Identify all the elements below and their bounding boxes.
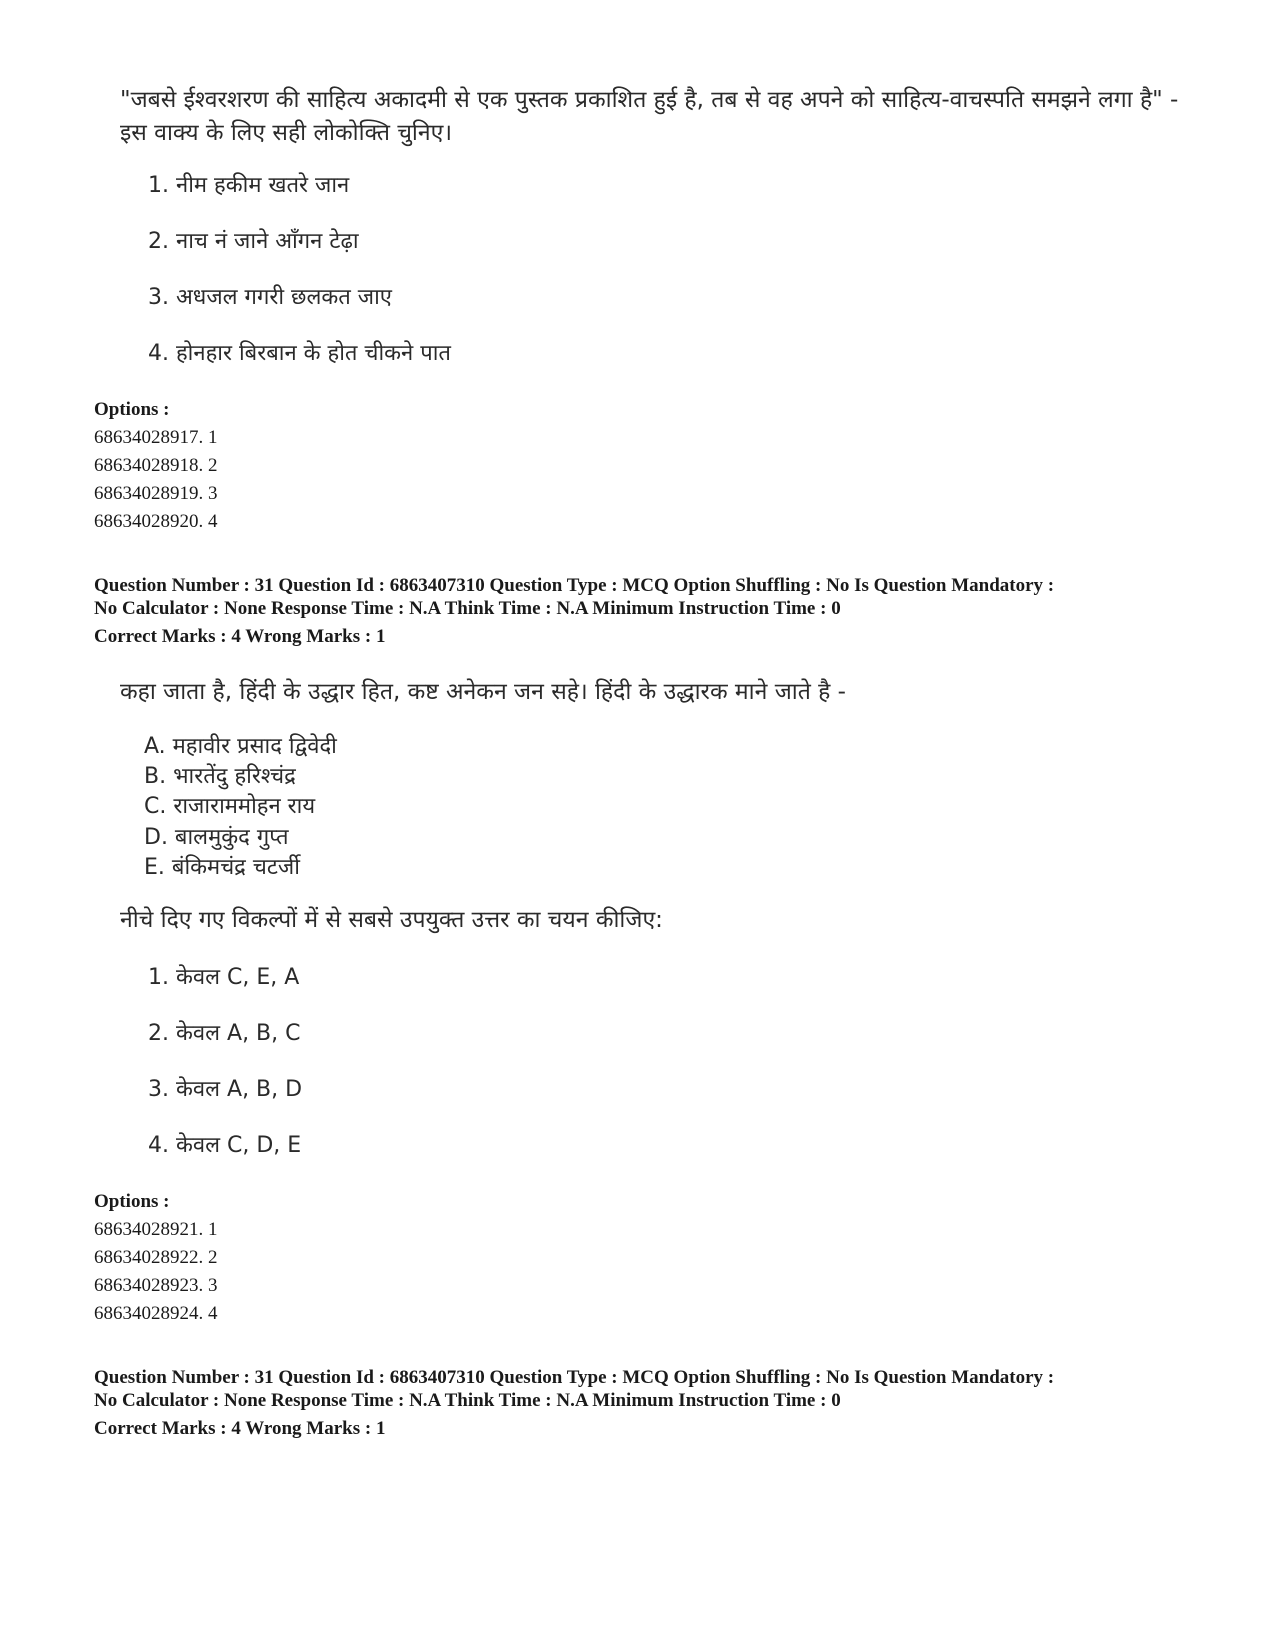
marks-line: Correct Marks : 4 Wrong Marks : 1: [94, 626, 386, 647]
question-meta-line-2: No Calculator : None Response Time : N.A Think Time : N.A Minimum Instruction Time : 0: [94, 1390, 841, 1411]
option-id-4: 68634028924. 4: [94, 1303, 218, 1324]
question-meta-line-2: No Calculator : None Response Time : N.A Think Time : N.A Minimum Instruction Time : 0: [94, 598, 841, 619]
question-meta-line-1: Question Number : 31 Question Id : 6863407310 Question Type : MCQ Option Shuffling : No Is Question Mandatory :: [94, 575, 1055, 596]
choice-1: 1. केवल C, E, A: [148, 965, 300, 990]
statement-e: E. बंकिमचंद्र चटर्जी: [144, 855, 300, 880]
choice-3: 3. अधजल गगरी छलकत जाए: [148, 285, 392, 310]
choice-4: 4. होनहार बिरबान के होत चीकने पात: [148, 341, 451, 366]
question-text: "जबसे ईश्वरशरण की साहित्य अकादमी से एक पुस्तक प्रकाशित हुई है, तब से वह अपने को साहित्य-वाचस्पति समझने लगा है" - इस वाक्य के लिए सही लोकोक्ति चुनिए।: [120, 87, 1179, 146]
question-meta-line-1: Question Number : 31 Question Id : 6863407310 Question Type : MCQ Option Shuffling : No Is Question Mandatory :: [94, 1367, 1055, 1388]
statement-d: D. बालमुकुंद गुप्त: [144, 825, 289, 850]
options-heading: Options :: [94, 399, 170, 420]
option-id-2: 68634028922. 2: [94, 1247, 218, 1268]
options-heading: Options :: [94, 1191, 170, 1212]
choice-1: 1. नीम हकीम खतरे जान: [148, 173, 350, 198]
choice-2: 2. केवल A, B, C: [148, 1021, 301, 1046]
statement-a: A. महावीर प्रसाद द्विवेदी: [144, 734, 337, 759]
question-text: कहा जाता है, हिंदी के उद्धार हित, कष्ट अनेकन जन सहे। हिंदी के उद्धारक माने जाते है -: [120, 679, 846, 705]
option-id-2: 68634028918. 2: [94, 455, 218, 476]
option-id-3: 68634028923. 3: [94, 1275, 218, 1296]
option-id-4: 68634028920. 4: [94, 511, 218, 532]
option-id-1: 68634028921. 1: [94, 1219, 218, 1240]
choice-4: 4. केवल C, D, E: [148, 1133, 302, 1158]
marks-line: Correct Marks : 4 Wrong Marks : 1: [94, 1418, 386, 1439]
choice-3: 3. केवल A, B, D: [148, 1077, 303, 1102]
option-id-3: 68634028919. 3: [94, 483, 218, 504]
statement-c: C. राजाराममोहन राय: [144, 794, 316, 819]
option-id-1: 68634028917. 1: [94, 427, 218, 448]
instruction-text: नीचे दिए गए विकल्पों में से सबसे उपयुक्त उत्तर का चयन कीजिए:: [120, 907, 663, 933]
choice-2: 2. नाच नं जाने आँगन टेढ़ा: [148, 229, 359, 254]
statement-b: B. भारतेंदु हरिश्चंद्र: [144, 764, 296, 789]
